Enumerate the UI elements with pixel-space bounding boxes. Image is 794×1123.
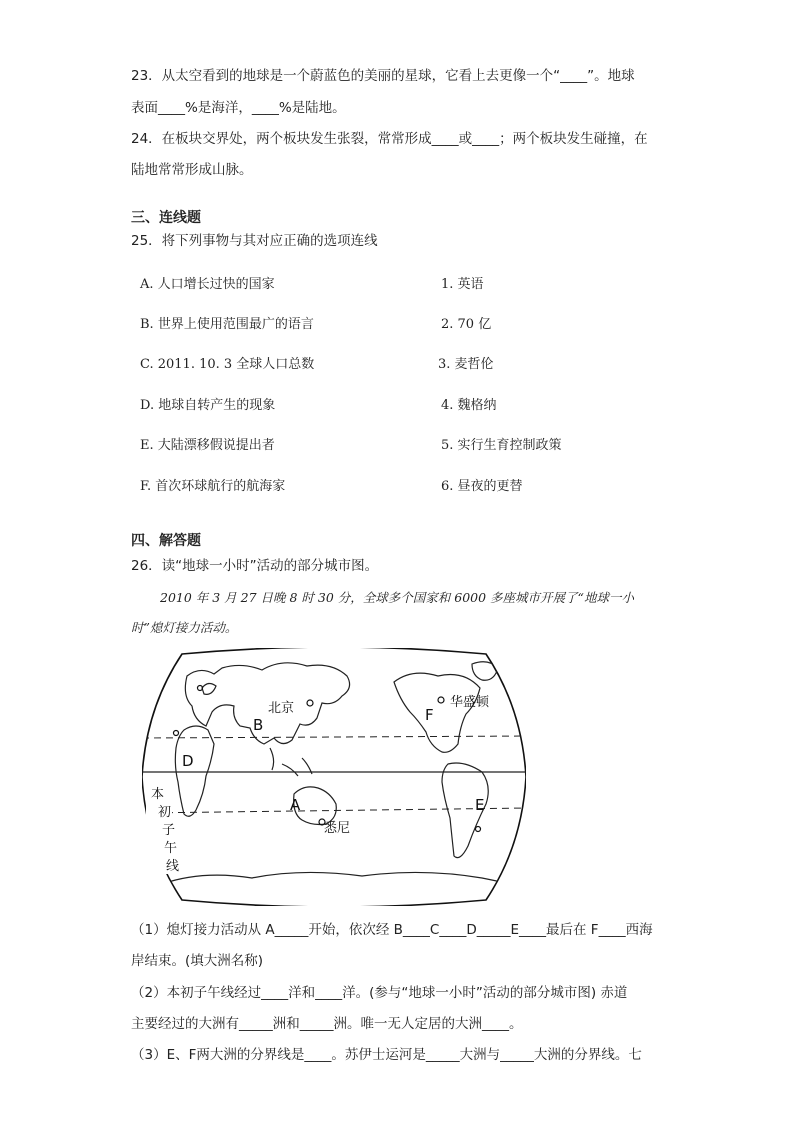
- q26-part-2-line-2: 主要经过的大洲有_____洲和_____洲。唯一无人定居的大洲____。: [131, 1016, 523, 1032]
- label-b: B: [253, 716, 264, 734]
- section-4-title: 四、解答题: [131, 533, 201, 549]
- label-f: F: [425, 706, 434, 724]
- q26-part-1-line-2: 岸结束。(填大洲名称): [131, 953, 264, 969]
- q26-part-3-line-1: （3）E、F两大洲的分界线是____。苏伊士运河是_____大洲与_____大洲的分界线。七: [131, 1047, 642, 1063]
- match-left-a: A. 人口增长过快的国家: [140, 277, 275, 292]
- section-3-title: 三、连线题: [131, 210, 201, 226]
- match-left-c: C. 2011. 10. 3 全球人口总数: [140, 357, 315, 372]
- label-prime-meridian-1: 本: [151, 787, 165, 802]
- world-map-figure: [142, 648, 526, 906]
- match-right-3: 3. 麦哲伦: [438, 357, 494, 372]
- q26-story-line-2: 时”熄灯接力活动。: [131, 620, 238, 635]
- match-left-d: D. 地球自转产生的现象: [140, 398, 276, 413]
- q23-line-2: 表面____%是海洋，____%是陆地。: [131, 100, 346, 116]
- label-e: E: [475, 796, 485, 814]
- match-right-6: 6. 昼夜的更替: [441, 479, 523, 494]
- q23-line-1: 23．从太空看到的地球是一个蔚蓝色的美丽的星球，它看上去更像一个“____”。地球: [131, 68, 635, 84]
- label-washington: 华盛顿: [450, 695, 490, 710]
- q26-part-1-line-1: （1）熄灯接力活动从 A_____开始，依次经 B____C____D_____E____最后在 F____西海: [131, 922, 653, 938]
- q26-prompt: 26．读“地球一小时”活动的部分城市图。: [131, 558, 379, 574]
- map-border: [142, 648, 526, 906]
- label-beijing: 北京: [268, 701, 295, 716]
- label-sydney: 悉尼: [324, 821, 351, 836]
- match-right-4: 4. 魏格纳: [441, 398, 497, 413]
- label-prime-meridian-2: 初: [158, 805, 172, 820]
- q24-line-1: 24．在板块交界处，两个板块发生张裂，常常形成____或____；两个板块发生碰撞，在: [131, 131, 648, 147]
- match-right-1: 1. 英语: [441, 277, 484, 292]
- q25-prompt: 25．将下列事物与其对应正确的选项连线: [131, 233, 378, 249]
- q24-line-2: 陆地常常形成山脉。: [131, 162, 253, 178]
- match-left-b: B. 世界上使用范围最广的语言: [140, 317, 314, 332]
- q26-story-line-1: 2010 年 3 月 27 日晚 8 时 30 分，全球多个国家和 6000 多座城市开展了“地球一小: [160, 590, 634, 605]
- label-d: D: [182, 752, 194, 770]
- match-right-2: 2. 70 亿: [441, 317, 492, 332]
- label-prime-meridian-3: 子: [162, 823, 176, 838]
- q26-part-2-line-1: （2）本初子午线经过____洋和____洋。(参与“地球一小时”活动的部分城市图) 赤道: [131, 985, 628, 1001]
- match-left-f: F. 首次环球航行的航海家: [140, 479, 286, 494]
- match-right-5: 5. 实行生育控制政策: [441, 438, 562, 453]
- label-prime-meridian-5: 线: [166, 859, 180, 874]
- label-a: A: [290, 796, 301, 814]
- match-left-e: E. 大陆漂移假说提出者: [140, 438, 275, 453]
- label-prime-meridian-4: 午: [164, 841, 178, 856]
